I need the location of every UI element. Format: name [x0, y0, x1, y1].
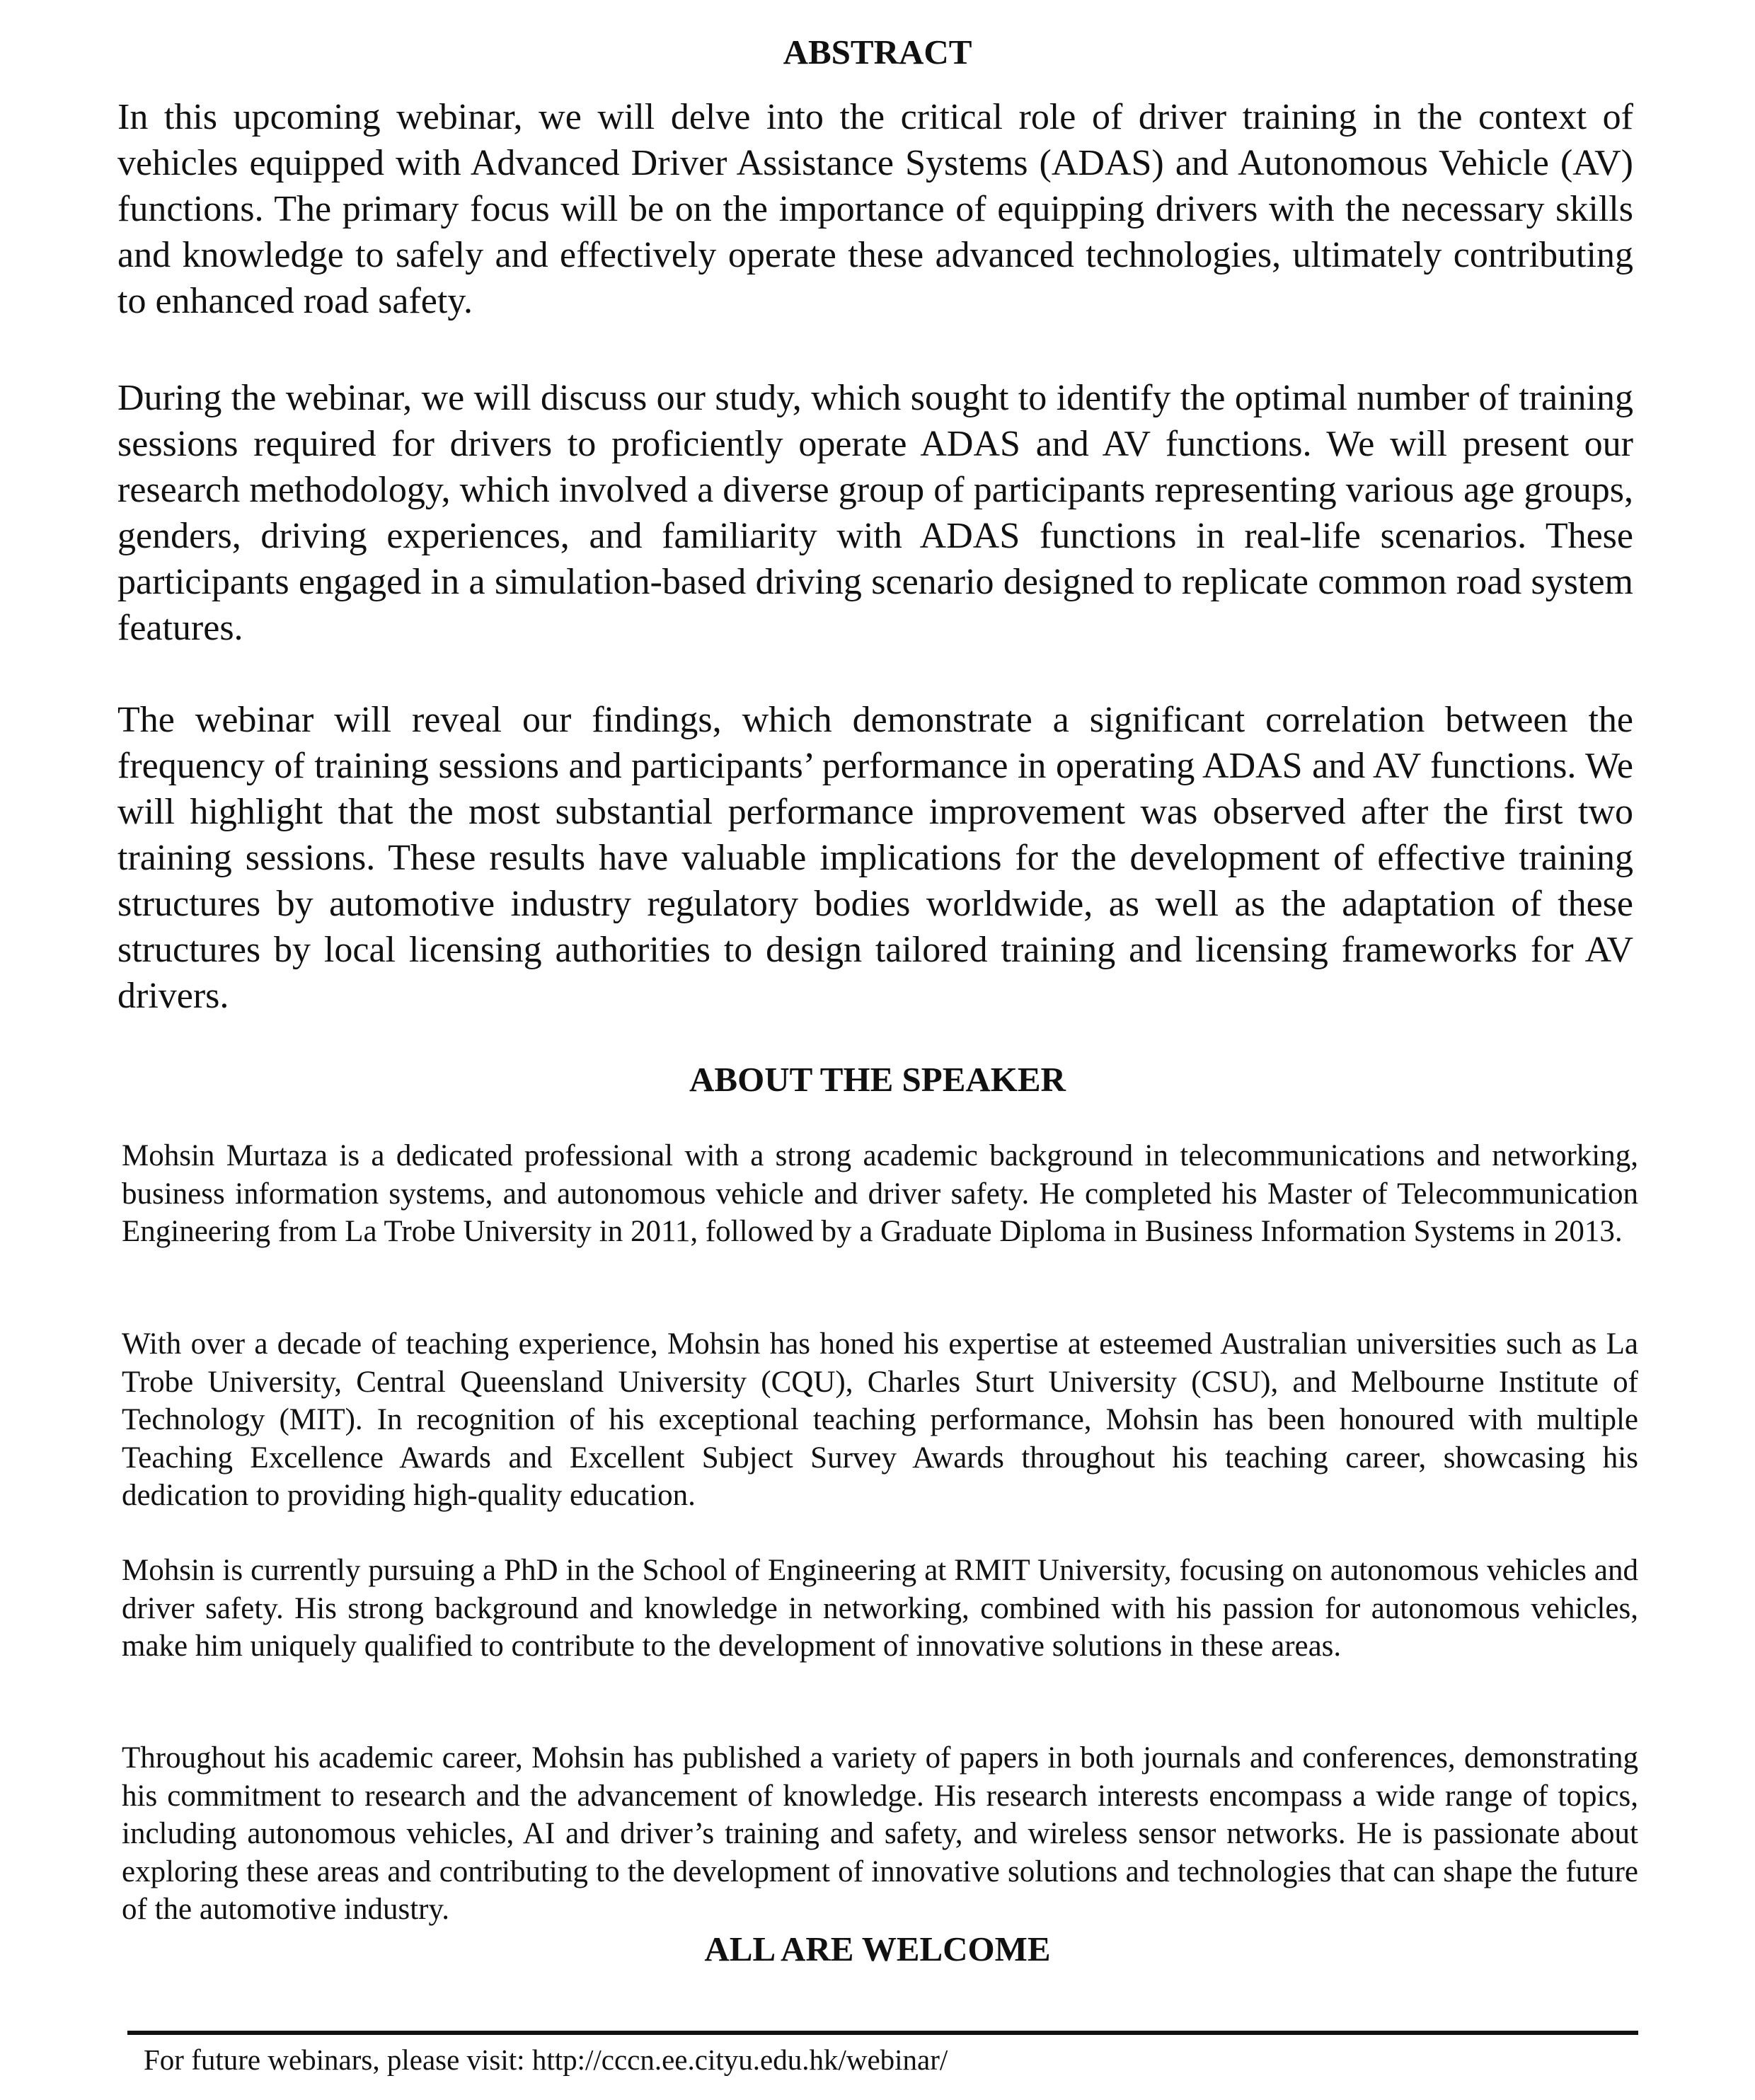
- speaker-paragraph-4: Throughout his academic career, Mohsin has published a variety of papers in both journals and conferences, demonstrating his commitment to research and the advancement of knowledge. His research interests encompass a wide range of topics, including autonomous vehicles, AI and driver’s training and safety, and wireless sensor networks. He is passionate about exploring these areas and contributing to the development of innovative solutions and technologies that can shape the future of the automotive industry.: [122, 1741, 1638, 1926]
- footer-divider: [127, 2031, 1638, 2035]
- all-are-welcome-heading: ALL ARE WELCOME: [704, 1929, 1051, 1968]
- abstract-paragraph-3: The webinar will reveal our findings, which demonstrate a significant correlation between the frequency of training sessions and participants’ performance in operating ADAS and AV functions. We will highlight that the most substantial performance improvement was observed after the first two training sessions. These results have valuable implications for the development of effective training structures by automotive industry regulatory bodies worldwide, as well as the adaptation of these structures by local licensing authorities to design tailored training and licensing frameworks for AV drivers.: [117, 700, 1633, 1016]
- abstract-heading: ABSTRACT: [783, 33, 972, 71]
- abstract-paragraph-2: During the webinar, we will discuss our study, which sought to identify the optimal number of training sessions required for drivers to proficiently operate ADAS and AV functions. We will present our research methodology, which involved a diverse group of participants representing various age groups, genders, driving experiences, and familiarity with ADAS functions in real-life scenarios. These participants engaged in a simulation-based driving scenario designed to replicate common road system features.: [117, 378, 1633, 648]
- abstract-paragraph-1: In this upcoming webinar, we will delve into the critical role of driver training in the context of vehicles equipped with Advanced Driver Assistance Systems (ADAS) and Autonomous Vehicle (AV) functions. The primary focus will be on the importance of equipping drivers with the necessary skills and knowledge to safely and effectively operate these advanced technologies, ultimately contributing to enhanced road safety.: [117, 97, 1633, 321]
- speaker-paragraph-3: Mohsin is currently pursuing a PhD in the School of Engineering at RMIT University, focusing on autonomous vehicles and driver safety. His strong background and knowledge in networking, combined with his passion for autonomous vehicles, make him uniquely qualified to contribute to the development of innovative solutions in these areas.: [122, 1554, 1638, 1663]
- footer-webinar-link[interactable]: For future webinars, please visit: http://cccn.ee.cityu.edu.hk/webinar/: [144, 2043, 948, 2076]
- speaker-paragraph-1: Mohsin Murtaza is a dedicated professional with a strong academic background in telecommunications and networking, business information systems, and autonomous vehicle and driver safety. He completed his Master of Telecommunication Engineering from La Trobe University in 2011, followed by a Graduate Diploma in Business Information Systems in 2013.: [122, 1139, 1638, 1248]
- speaker-paragraph-2: With over a decade of teaching experience, Mohsin has honed his expertise at esteemed Australian universities such as La Trobe University, Central Queensland University (CQU), Charles Sturt University (CSU), and Melbourne Institute of Technology (MIT). In recognition of his exceptional teaching performance, Mohsin has been honoured with multiple Teaching Excellence Awards and Excellent Subject Survey Awards throughout his teaching career, showcasing his dedication to providing high-quality education.: [122, 1327, 1638, 1512]
- about-speaker-heading: ABOUT THE SPEAKER: [689, 1060, 1066, 1099]
